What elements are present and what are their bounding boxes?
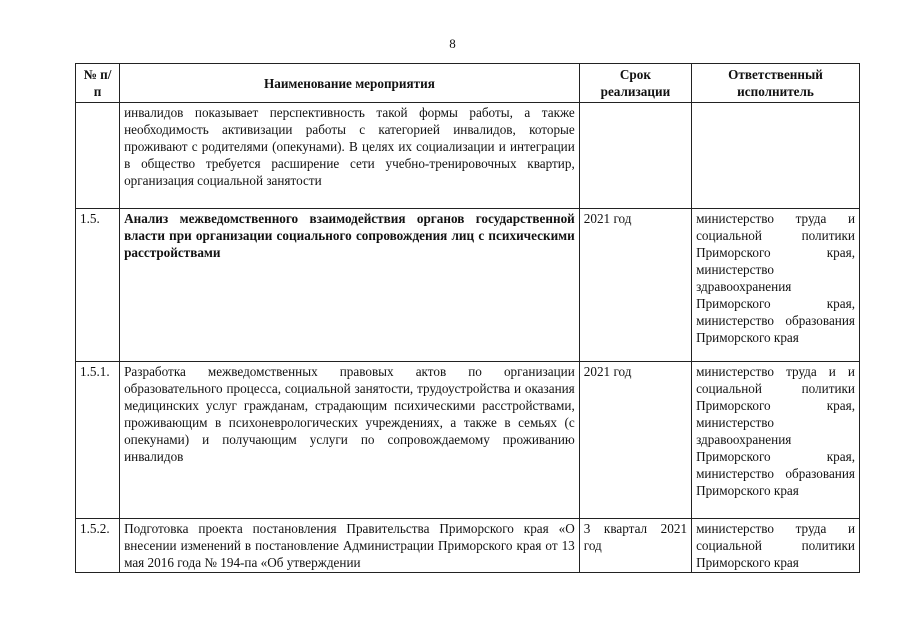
- row-responsible: министерство труда и социальной политики Приморского края, министерство здравоохранения Приморского края, министерство образования Приморского края: [692, 209, 860, 362]
- table-row: [76, 519, 860, 573]
- row-number: 1.5.: [76, 209, 120, 362]
- row-number: 1.5.2.: [76, 519, 120, 573]
- row-activity-name: Анализ межведомственного взаимодействия органов государственной власти при организации социального сопровождения лиц с психическими расстройствами: [120, 209, 580, 362]
- table-row: [76, 209, 860, 362]
- row-term: 2021 год: [579, 209, 691, 362]
- row-activity-name: инвалидов показывает перспективность такой формы работы, а также необходимость активизации работы с категорией инвалидов, которые проживают с родителями (опекунами). В целях их социализации и интеграции в общество требуется расширение сети учебно-тренировочных квартир, организация социальной занятости: [120, 103, 580, 209]
- row-number: [76, 103, 120, 209]
- table-row: [76, 362, 860, 519]
- activities-table: [75, 63, 860, 573]
- header-responsible: Ответственный исполнитель: [692, 64, 860, 103]
- row-activity-name: Разработка межведомственных правовых актов по организации образовательного процесса, социальной занятости, трудоустройства и оказания медицинских услуг гражданам, страдающим психическими расстройствами, проживающим в психоневрологических учреждениях, а также в семьях (с опекунами) и получающим услуги по сопровождаемому проживанию инвалидов: [120, 362, 580, 519]
- page-number: 8: [449, 36, 456, 51]
- row-responsible: министерство труда и и социальной политики Приморского края, министерство здравоохранения Приморского края, министерство образования Приморского края: [692, 362, 860, 519]
- header-name: Наименование мероприятия: [120, 64, 580, 103]
- row-responsible: министерство труда и социальной политики Приморского края: [692, 519, 860, 573]
- table-header-row: [76, 64, 860, 103]
- table-row: [76, 103, 860, 209]
- header-term: Срок реализации: [579, 64, 691, 103]
- row-number: 1.5.1.: [76, 362, 120, 519]
- header-num: № п/п: [76, 64, 120, 103]
- row-term: 2021 год: [579, 362, 691, 519]
- row-term: 3 квартал 2021 год: [579, 519, 691, 573]
- row-term: [579, 103, 691, 209]
- row-activity-name: Подготовка проекта постановления Правительства Приморского края «О внесении изменений в постановление Администрации Приморского края от 13 мая 2016 года № 194-па «Об утверждении: [120, 519, 580, 573]
- row-responsible: [692, 103, 860, 209]
